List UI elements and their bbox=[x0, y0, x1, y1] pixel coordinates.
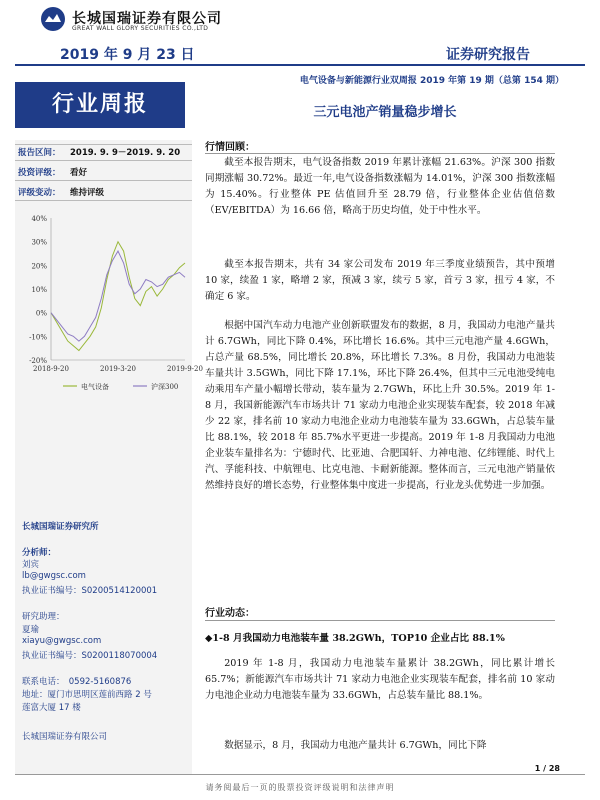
meta-report-period bbox=[18, 146, 180, 158]
contact-address-2: 莲富大厦 17 楼 bbox=[22, 703, 81, 713]
series-line-1 bbox=[51, 242, 185, 351]
meta-rating bbox=[18, 166, 87, 178]
market-paragraph-2: 截至本报告期末，共有 34 家公司发布 2019 年三季度业绩预告，其中预增 10 家，续盈 1 家，略增 2 家，预减 3 家，续亏 5 家，首亏 3 家，扭亏 4 家，不确定 6 家。 bbox=[205, 259, 555, 302]
x-tick-label: 2019-3-20 bbox=[100, 365, 136, 373]
meta-rating-change bbox=[18, 186, 104, 198]
footer-divider bbox=[15, 774, 585, 775]
meta-divider bbox=[15, 144, 192, 145]
market-paragraph-3: 根据中国汽车动力电池产业创新联盟发布的数据，8 月，我国动力电池产量共计 6.7GWh，同比下降 0.4%，环比增长 16.6%。其中三元电池产量 4.6GWh，占总产量 68.5%，同比增长 20.8%，环比增长 7.3%。8 月份，我国动力电池装车量共计 3.5GWh，同比下降 17.1%，环比下降 26.4%，但其中三元电池受纯电动乘用车产量小幅增长带动，装车量为 2.7GWh，环比上升 30.5%。2019 年 1-8 月，我国新能源汽车市场共计 71 家动力电池企业实现装车配套，较 2018 年减少 22 家，排名前 10 家动力电池企业动力电池装车量为 33.6GWh，占总装车量比 88.1%，较 2018 年 85.7%水平更进一步提高。2019 年 1-8 月我国动力电池企业装车量排名为：宁德时代、比亚迪、合肥国轩、力神电池、亿纬锂能、时代上汽、孚能科技、中航锂电、比克电池、卡耐新能源。整体而言，三元电池产销量依然维持良好的增长态势，行业整体集中度进一步提高，行业龙头优势进一步加强。 bbox=[205, 320, 555, 491]
performance-chart bbox=[15, 212, 203, 412]
y-tick-label: 40% bbox=[31, 215, 47, 223]
dynamics-paragraph-1: 2019 年 1-8 月，我国动力电池装车量累计 38.2GWh，同比累计增长 65.7%；新能源汽车市场共计 71 家动力电池企业实现装车配套，排名前 10 家动力电池企业动力电池装车量为 33.6GWh，占总装车量比 88.1%。 bbox=[205, 658, 555, 701]
y-tick-label: -20% bbox=[29, 357, 47, 365]
meta-key: 报告区间： bbox=[18, 148, 61, 158]
report-subheader: 电气设备与新能源行业双周报 2019 年第 19 期（总第 154 期） bbox=[299, 76, 564, 86]
assistant-label: 研究助理： bbox=[22, 612, 65, 622]
meta-value: 2019. 9. 9－2019. 9. 20 bbox=[70, 148, 181, 158]
report-title: 三元电池产销量稳步增长 bbox=[313, 105, 457, 120]
meta-divider bbox=[15, 160, 192, 161]
meta-key: 评级变动： bbox=[18, 188, 61, 198]
page-number: 1 / 28 bbox=[534, 764, 560, 773]
company-name-cn: 长城国瑞证券有限公司 bbox=[72, 11, 222, 27]
legal-footer: 请务阅最后一页的股票投资评级说明和法律声明 bbox=[205, 783, 395, 792]
analyst-email[interactable]: lb@gwgsc.com bbox=[22, 571, 86, 581]
contact-phone: 联系电话： 0592-5160876 bbox=[22, 677, 132, 687]
x-tick-label: 2019-9-20 bbox=[167, 365, 203, 373]
meta-value: 维持评级 bbox=[70, 188, 105, 198]
company-logo-icon bbox=[40, 6, 66, 32]
meta-divider bbox=[15, 180, 192, 181]
y-tick-label: 20% bbox=[31, 262, 47, 271]
section-divider bbox=[205, 153, 555, 154]
industry-dynamics-heading: 行业动态： bbox=[205, 608, 255, 619]
y-tick-label: 0% bbox=[35, 309, 47, 318]
section-divider bbox=[205, 620, 555, 621]
meta-key: 投资评级： bbox=[18, 168, 61, 178]
institute-name: 长城国瑞证券研究所 bbox=[22, 522, 99, 532]
report-type: 证券研究报告 bbox=[446, 47, 530, 63]
header-divider bbox=[15, 64, 585, 66]
contact-address: 地址：厦门市思明区莲前西路 2 号 bbox=[22, 690, 152, 700]
analyst-label: 分析师： bbox=[22, 548, 57, 558]
x-tick-label: 2018-9-20 bbox=[33, 365, 69, 373]
y-tick-label: 30% bbox=[31, 238, 47, 247]
meta-value: 看好 bbox=[70, 168, 88, 178]
analyst-cert: 执业证书编号：S0200514120001 bbox=[22, 586, 158, 596]
report-date: 2019 年 9 月 23 日 bbox=[60, 47, 195, 63]
assistant-email[interactable]: xiayu@gwgsc.com bbox=[22, 636, 102, 646]
legend-label: 沪深300 bbox=[151, 383, 179, 391]
news-bullet: ◆1-8 月我国动力电池装车量 38.2GWh，TOP10 企业占比 88.1% bbox=[205, 633, 505, 644]
market-paragraph-1: 截至本报告期末，电气设备指数 2019 年累计涨幅 21.63%。沪深 300 指数同期涨幅 30.72%。最近一年,电气设备指数涨幅为 14.01%，沪深 300 指数涨幅为 15.40%。行业整体 PE 估值回升至 28.79 倍，行业整体企业估值倍数（EV/EBITDA）为 16.66 倍，略高于历史均值，处于中性水平。 bbox=[205, 157, 555, 216]
dynamics-paragraph-2: 数据显示，8 月，我国动力电池产量共计 6.7GWh，同比下降 bbox=[224, 740, 487, 751]
company-name-en: GREAT WALL GLORY SECURITIES CO.,LTD bbox=[72, 25, 209, 32]
assistant-name: 夏瑜 bbox=[22, 625, 40, 635]
market-review-heading: 行情回顾： bbox=[205, 142, 255, 153]
report-banner: 行业周报 bbox=[15, 82, 185, 128]
company-name-footer: 长城国瑞证券有限公司 bbox=[22, 732, 108, 742]
meta-divider bbox=[15, 200, 192, 201]
y-tick-label: -10% bbox=[29, 333, 47, 342]
legend-label: 电气设备 bbox=[81, 383, 109, 391]
analyst-name: 刘宾 bbox=[22, 560, 40, 570]
y-tick-label: 10% bbox=[31, 286, 47, 294]
assistant-cert: 执业证书编号：S0200118070004 bbox=[22, 651, 158, 661]
series-line-2 bbox=[51, 251, 185, 341]
